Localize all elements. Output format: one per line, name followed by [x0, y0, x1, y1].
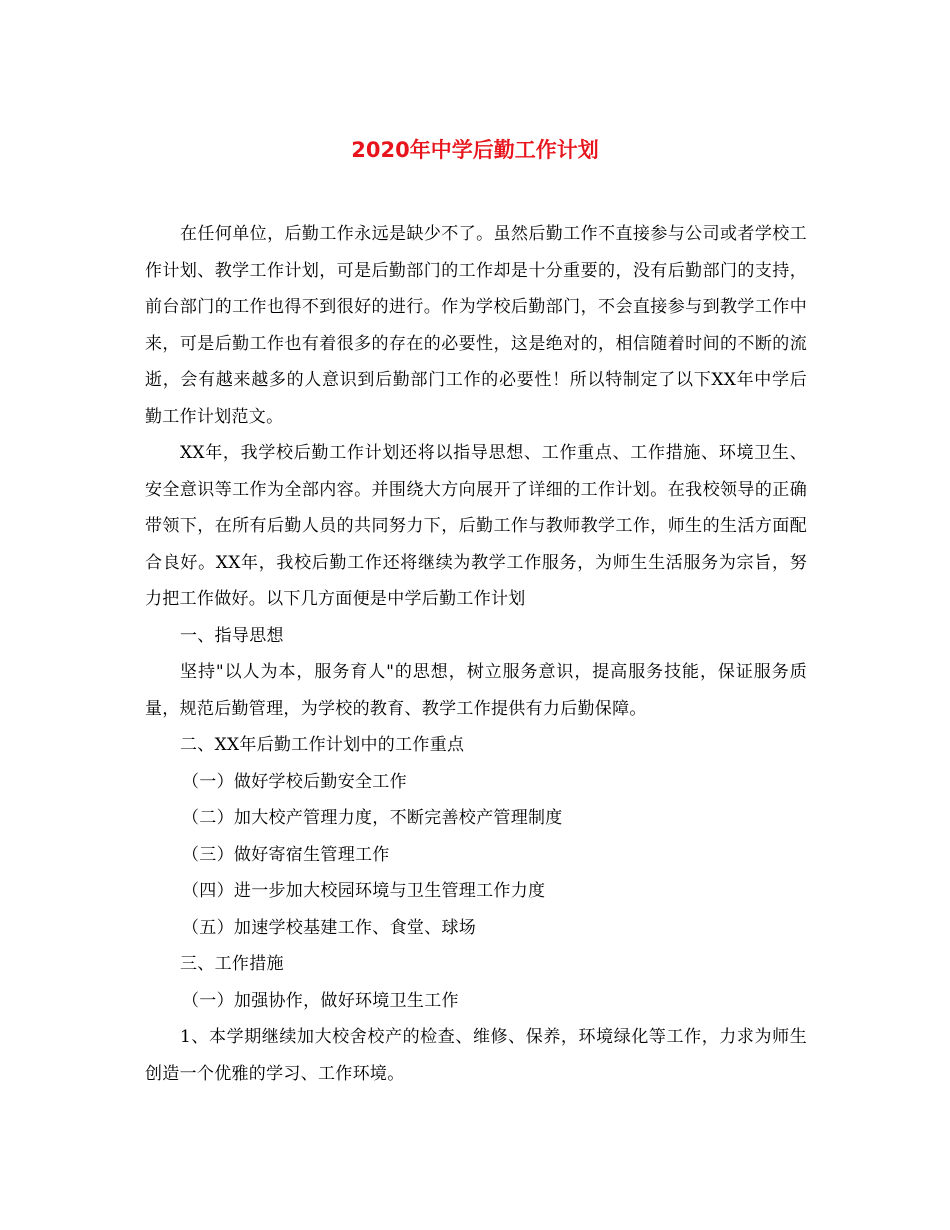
measures-subheading: （一）加强协作，做好环境卫生工作	[182, 990, 459, 1011]
document-body	[145, 216, 807, 1092]
measures-item-paragraph: 1、本学期继续加大校舍校产的检查、维修、保养，环境绿化等工作，力求为师生创造一个优雅的学习、工作环境。	[145, 1027, 807, 1084]
key-work-item: （一）做好学校后勤安全工作	[182, 771, 407, 792]
key-work-item: （二）加大校产管理力度，不断完善校产管理制度	[182, 808, 563, 828]
section-heading-guiding-thought: 一、指导思想	[180, 625, 284, 646]
key-work-item: （四）进一步加大校园环境与卫生管理工作力度	[182, 881, 546, 901]
section-heading-measures: 三、工作措施	[180, 954, 284, 974]
document-title: 2020年中学后勤工作计划	[351, 138, 599, 162]
overview-paragraph: XX年，我学校后勤工作计划还将以指导思想、工作重点、工作措施、环境卫生、安全意识等工作为全部内容。并围绕大方向展开了详细的工作计划。在我校领导的正确带领下，在所有后勤人员的共同努力下，后勤工作与教师教学工作，师生的生活方面配合良好。XX年，我校后勤工作还将继续为教学工作服务，为师生生活服务为宗旨，努力把工作做好。以下几方面便是中学后勤工作计划	[145, 443, 807, 609]
guiding-thought-paragraph: 坚持"以人为本，服务育人"的思想，树立服务意识，提高服务技能，保证服务质量，规范后勤管理，为学校的教育、教学工作提供有力后勤保障。	[145, 662, 807, 719]
intro-paragraph: 在任何单位，后勤工作永远是缺少不了。虽然后勤工作不直接参与公司或者学校工作计划、教学工作计划，可是后勤部门的工作却是十分重要的，没有后勤部门的支持，前台部门的工作也得不到很好的进行。作为学校后勤部门，不会直接参与到教学工作中来，可是后勤工作也有着很多的存在的必要性，这是绝对的，相信随着时间的不断的流逝，会有越来越多的人意识到后勤部门工作的必要性！所以特制定了以下XX年中学后勤工作计划范文。	[145, 224, 807, 427]
section-heading-key-work: 二、XX年后勤工作计划中的工作重点	[180, 735, 465, 755]
key-work-item: （五）加速学校基建工作、食堂、球场	[182, 917, 477, 938]
key-work-item: （三）做好寄宿生管理工作	[182, 844, 390, 865]
